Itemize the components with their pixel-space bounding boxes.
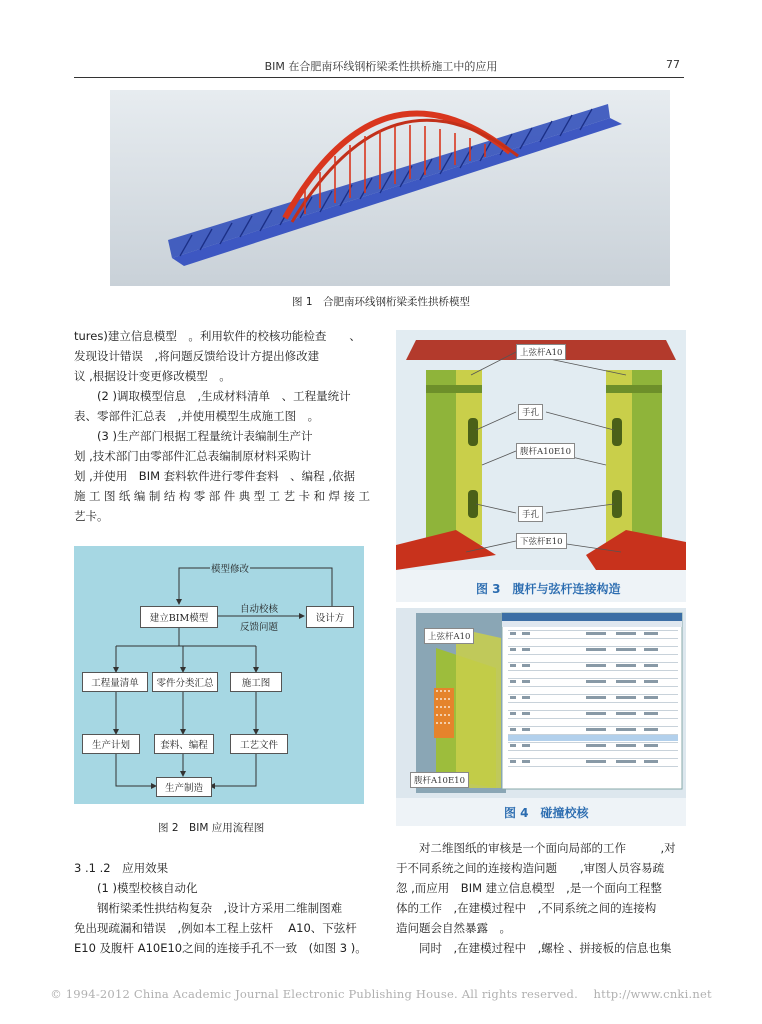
callout-upper-chord: 上弦杆A10 <box>516 344 566 360</box>
text-line: 发现设计错误 ,将问题反馈给设计方提出修改建 <box>74 349 320 363</box>
callout-web-member: 腹杆A10E10 <box>410 772 469 788</box>
text-line: 造问题会自然暴露 。 <box>396 921 511 935</box>
running-header-title: BIM 在合肥南环线钢桁梁柔性拱桥施工中的应用 <box>264 60 498 73</box>
bridge-illustration <box>110 90 670 286</box>
flow-box-production-manufacture: 生产制造 <box>156 777 212 797</box>
text-line: 施工图纸编制结构零部件典型工艺卡和焊接工 <box>74 489 370 503</box>
flow-box-parts-summary: 零件分类汇总 <box>152 672 218 692</box>
section-heading: 3 .1 .2 应用效果 <box>74 861 169 875</box>
header-rule <box>74 77 684 78</box>
figure-1-caption: 图 1 合肥南环线钢桁梁柔性拱桥模型 <box>291 296 471 308</box>
text-line: 钢桁梁柔性拱结构复杂 ,设计方采用二维制图难 <box>97 901 343 915</box>
text-line: 免出现疏漏和错误 ,例如本工程上弦杆 A10、下弦杆 <box>74 921 357 935</box>
text-line: tures)建立信息模型 。利用软件的校核功能检查 、 <box>74 329 361 343</box>
text-line: 同时 ,在建模过程中 ,螺栓 、拼接板的信息也集 <box>419 941 672 955</box>
flow-box-quantity-list: 工程量清单 <box>82 672 148 692</box>
left-column-top-text <box>74 326 370 526</box>
text-line: 表、零部件汇总表 ,并使用模型生成施工图 。 <box>74 409 320 423</box>
figure-1-bridge-model <box>110 90 670 286</box>
callout-hand-hole: 手孔 <box>518 404 543 420</box>
text-line: (3 )生产部门根据工程量统计表编制生产计 <box>97 429 313 443</box>
figure-2-flowchart <box>74 546 364 804</box>
callout-hand-hole: 手孔 <box>518 506 543 522</box>
page-number: 77 <box>666 58 680 71</box>
figure-4-caption: 图 4 碰撞校核 <box>504 806 589 820</box>
flow-box-model-modify: 模型修改 <box>210 561 250 575</box>
flow-box-nesting-programming: 套料、编程 <box>154 734 214 754</box>
text-line: 艺卡。 <box>74 509 109 523</box>
flow-box-designer: 设计方 <box>306 606 354 628</box>
callout-upper-chord: 上弦杆A10 <box>424 628 474 644</box>
text-line: 议 ,根据设计变更修改模型 。 <box>74 369 231 383</box>
callout-lower-chord: 下弦杆E10 <box>516 533 567 549</box>
flow-box-process-file: 工艺文件 <box>230 734 288 754</box>
text-line: 划 ,技术部门由零部件汇总表编制原材料采购计 <box>74 449 312 463</box>
arrow-label-feedback: 反馈问题 <box>240 622 279 633</box>
flow-box-build-bim: 建立BIM模型 <box>140 606 218 628</box>
copyright-footer: © 1994-2012 China Academic Journal Electronic Publishing House. All rights reserved. http://www.cnki.net <box>50 987 712 1001</box>
text-line: 于不同系统之间的连接构造问题 ,审图人员容易疏 <box>396 861 665 875</box>
figure-3-caption: 图 3 腹杆与弦杆连接构造 <box>476 582 621 596</box>
figure-4-clash-check <box>396 608 686 826</box>
arrow-label-auto-check: 自动校核 <box>240 604 279 615</box>
text-line: E10 及腹杆 A10E10之间的连接手孔不一致 (如图 3 )。 <box>74 941 367 955</box>
callout-web-member: 腹杆A10E10 <box>516 443 575 459</box>
text-line: 忽 ,而应用 BIM 建立信息模型 ,是一个面向工程整 <box>396 881 662 895</box>
right-column-text <box>396 838 690 958</box>
flow-box-construction-drawing: 施工图 <box>230 672 282 692</box>
text-line: 体的工作 ,在建模过程中 ,不同系统之间的连接构 <box>396 901 657 915</box>
flow-box-production-plan: 生产计划 <box>82 734 140 754</box>
text-line: (2 )调取模型信息 ,生成材料清单 、工程量统计 <box>97 389 351 403</box>
left-column-bottom-text <box>74 858 374 958</box>
text-line: 划 ,并使用 BIM 套料软件进行零件套料 、编程 ,依据 <box>74 469 355 483</box>
figure-2-caption: 图 2 BIM 应用流程图 <box>158 822 265 834</box>
text-line: 对二维图纸的审核是一个面向局部的工作 ,对 <box>419 841 676 855</box>
sub-heading: (1 )模型校核自动化 <box>97 881 198 895</box>
figure-3-connection <box>396 330 686 602</box>
